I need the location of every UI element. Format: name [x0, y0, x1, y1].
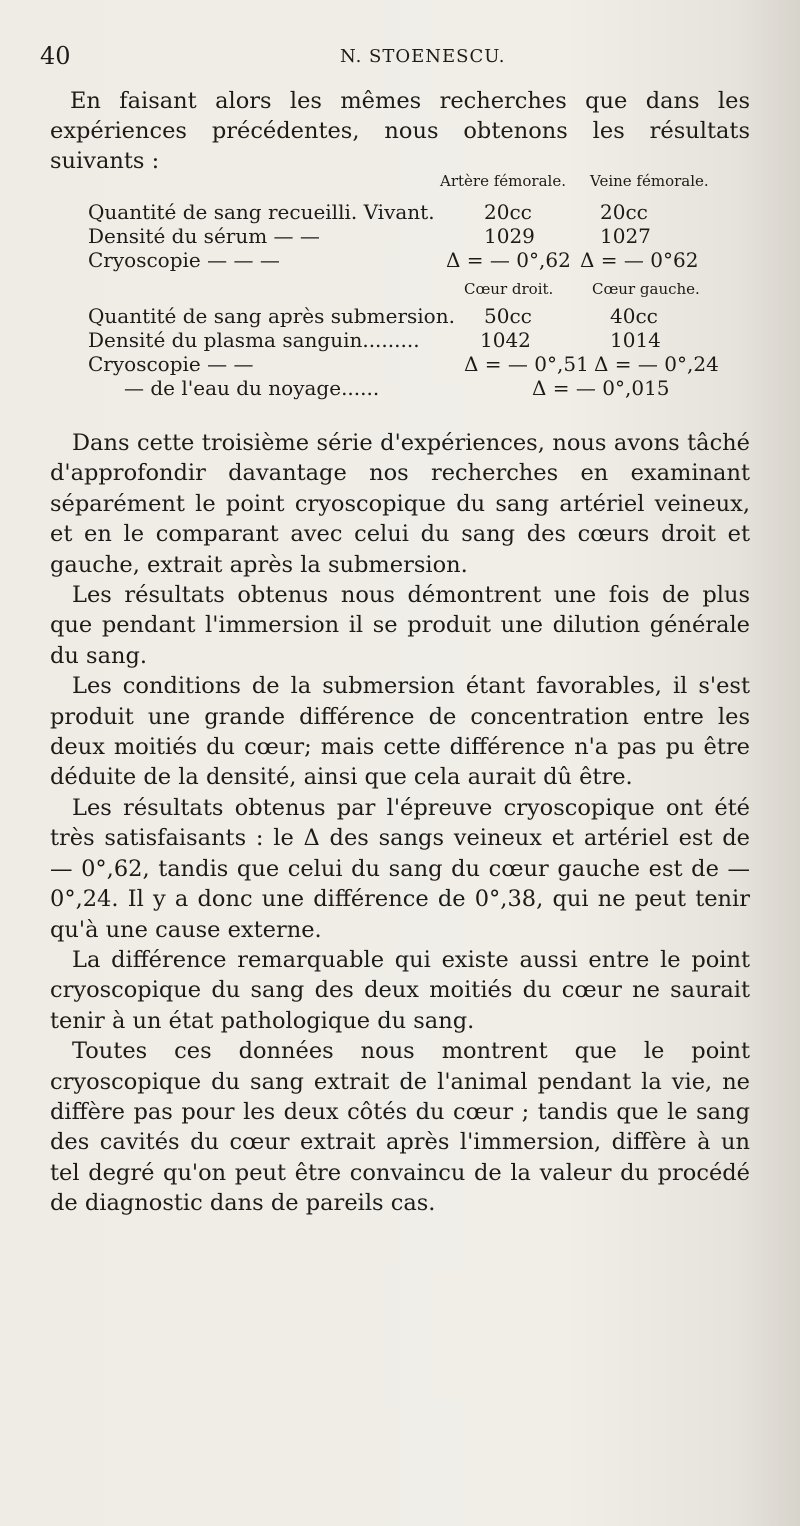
cell-a: 1029	[484, 224, 535, 248]
page-number: 40	[40, 42, 71, 70]
row-label: Densité du plasma sanguin.........	[88, 328, 420, 352]
row-label: Quantité de sang recueilli. Vivant.	[88, 200, 435, 224]
intro-paragraph: En faisant alors les mêmes recherches que dans les expériences précédentes, nous obtenons les résultats suivants :	[50, 88, 750, 174]
table-row	[88, 224, 728, 248]
paragraph: Les résultats obtenus par l'épreuve cryoscopique ont été très satisfaisants : le Δ des sangs veineux et artériel est de — 0°,62, tandis que celui du sang du cœur gauche est de — 0°,24. Il y a donc une différence de 0°,38, qui ne peut tenir qu'à une cause externe.	[50, 794, 750, 943]
row-label: Quantité de sang après submersion.	[88, 304, 455, 328]
table-row	[88, 328, 728, 352]
col-header-coeur-droit: Cœur droit.	[464, 280, 554, 298]
row-label: Densité du sérum — —	[88, 224, 320, 248]
table1-header	[88, 172, 728, 196]
page-header	[40, 42, 740, 78]
col-header-veine-femorale: Veine fémorale.	[590, 172, 709, 190]
paragraph: Les résultats obtenus nous démontrent une fois de plus que pendant l'immersion il se produit une dilution générale du sang.	[50, 582, 750, 669]
cell-b: Δ = — 0°,015	[532, 376, 670, 400]
cell-b: 1014	[610, 328, 661, 352]
cell-b: 20cc	[600, 200, 648, 224]
cell-a: Δ = — 0°,62	[446, 248, 571, 272]
paragraph: Les conditions de la submersion étant favorables, il s'est produit une grande différence de concentration entre les deux moitiés du cœur; mais cette différence n'a pas pu être déduite de la densité, ainsi que cela aurait dû être.	[50, 673, 750, 791]
cell-b: 40cc	[610, 304, 658, 328]
table-row	[88, 200, 728, 224]
col-header-artere-femorale: Artère fémorale.	[440, 172, 566, 190]
cell-a: 20cc	[484, 200, 532, 224]
table2-header	[88, 280, 728, 304]
paragraph: Toutes ces données nous montrent que le point cryoscopique du sang extrait de l'animal pendant la vie, ne diffère pas pour les deux côtés du cœur ; tandis que le sang des cavités du cœur extrait après l'immersion, diffère à un tel degré qu'on peut être convaincu de la valeur du procédé de diagnostic dans de pareils cas.	[50, 1038, 750, 1217]
cell-a: 50cc	[484, 304, 532, 328]
cell-b: Δ = — 0°,24	[594, 352, 719, 376]
table-row	[88, 376, 728, 400]
col-header-coeur-gauche: Cœur gauche.	[592, 280, 700, 298]
table-row	[88, 352, 728, 376]
cell-a: 1042	[480, 328, 531, 352]
paragraph: La différence remarquable qui existe aussi entre le point cryoscopique du sang des deux moitiés du cœur ne saurait tenir à un état pathologique du sang.	[50, 946, 750, 1034]
row-label: — de l'eau du noyage......	[124, 376, 380, 400]
cell-b: 1027	[600, 224, 651, 248]
table-row	[88, 304, 728, 328]
body-text	[50, 428, 750, 1219]
running-head: N. STOENESCU.	[340, 46, 506, 67]
cell-a: Δ = — 0°,51	[464, 352, 589, 376]
row-label: Cryoscopie — —	[88, 352, 254, 376]
cell-b: Δ = — 0°62	[580, 248, 699, 272]
paragraph: Dans cette troisième série d'expériences, nous avons tâché d'approfondir davantage nos recherches en examinant séparément le point cryoscopique du sang artériel veineux, et en le comparant avec celui du sang des cœurs droit et gauche, extrait après la submersion.	[50, 430, 750, 578]
row-label: Cryoscopie — — —	[88, 248, 280, 272]
table-row	[88, 248, 728, 272]
